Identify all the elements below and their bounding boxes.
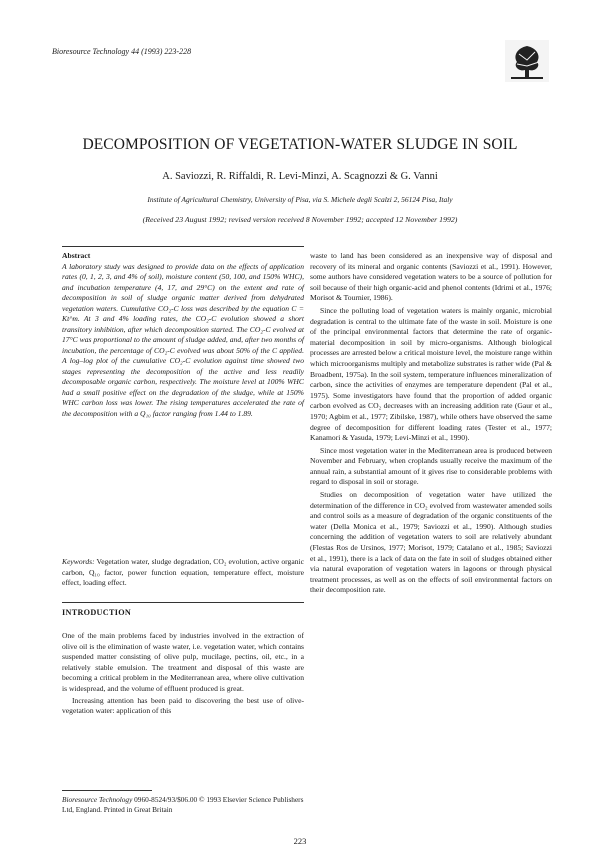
abstract-heading: Abstract (62, 251, 91, 260)
introduction-body (62, 631, 304, 717)
copyright-footer (62, 795, 304, 814)
body-paragraph: Studies on decomposition of vegetation water have utilized the determination of the difference in CO₂ evolved from wastewater amended soils and control soils as a measure of degradation of the organic constituents of the water (Della Monica et al., 1979; Saviozzi et al., 1990). Although studies concerning the addition of vegetation waters to soil are relatively abundant (Flestas Ros de Ursinos, 1977; Morisot, 1979; Catalano et al., 1985; Saviozzi et al., 1991), there is a lack of data on the fate in soil of sludges obtained either via natural evaporation of vegetation waters in lagoons or through physical treatment processes, as well as on the effects of soil environmental factors on their decomposition rate. (310, 490, 552, 595)
article-title: DECOMPOSITION OF VEGETATION-WATER SLUDGE IN SOIL (82, 136, 518, 153)
journal-reference: Bioresource Technology 44 (1993) 223-228 (52, 47, 192, 56)
introduction-heading: INTRODUCTION (62, 608, 132, 617)
footer-journal: Bioresource Technology (62, 795, 133, 804)
right-column (310, 251, 552, 596)
abstract (62, 251, 304, 419)
intro-paragraph: One of the main problems faced by industries involved in the extraction of olive oil is the elimination of waste water, i.e. vegetation water, which contains suspended matter consisting of olive pulp, mucilage, pectins, oil, etc., in a relatively stable emulsion. The treatment and disposal of this waste are becoming a critical problem in the Mediterranean area, where olive cultivation is widespread, and the volume of effluent produced is great. (62, 631, 304, 693)
abstract-text: A laboratory study was designed to provide data on the effects of application rates (0, 1, 2, 3, and 4% of soil), moisture content (50, 100, and 150% WHC), and incubation temperature (4, 17, and 29°C) on the extent and rate of decomposition in soil of sludge organic matter derived from dehydrated vegetation waters. Cumulative CO₂-C loss was described by the equation C = Kt^m. At 3 and 4% loading rates, the CO₂-C evolution showed a short transitory inhibition, after which decomposition started. The CO₂-C evolved at 17°C was proportional to the amount of sludge added, and, after two months of incubation, the percentage of CO₂-C evolved was about 50% of the C applied. A log–log plot of the cumulative CO₂-C evolution against time showed two stages representing the decomposition of the active and less readily decomposable organic carbon, respectively. The moisture level at 100% WHC had a small positive effect on the degradation of the sludge, while at 150% WHC carbon loss was lower. The rising temperatures accelerated the rate of the decomposition with a Q₁₀ factor ranging from 1.44 to 1.89. (62, 261, 304, 418)
article-authors: A. Saviozzi, R. Riffaldi, R. Levi-Minzi, A. Scagnozzi & G. Vanni (162, 171, 438, 182)
body-paragraph: Since most vegetation water in the Mediterranean area is produced between November and February, when croplands usually receive the maximum of the annual rain, a substantial amount of it gives rise to considerable problems with regard to disposal in soil or storage. (310, 445, 552, 487)
body-paragraph: Since the polluting load of vegetation waters is mainly organic, microbial degradation is central to the ultimate fate of the waste in soil. Moisture is one of the principal environmental factors that determine the rate of organic-material decomposition in soil by micro-organisms. Although biological processes are arrested below a critical moisture level, the moisture range within which microorganisms multiply and metabolize substrates is rather wide (Pal & Broadbent, 1975a). In the soil system, temperature influences mineralization of carbon, since the activities of enzymes are temperature dependent (Pal et al., 1975). Some investigators have found that the proportion of added organic carbon evolved as CO₂ decreases with an increasing addition rate (Gaur et al., 1970; Agbim et al., 1977; Zibilske, 1987), while others have observed the same degree of decomposition for different loading rates (Tester et al., 1977; Kanamori & Yasuda, 1979; Levi-Minzi et al., 1990). (310, 305, 552, 443)
keywords-text: Vegetation water, sludge degradation, CO₂ evolution, active organic carbon, Q₁₀ factor, power function equation, temperature effect, moisture effect, loading effect. (62, 557, 304, 587)
abstract-top-rule (62, 246, 304, 247)
page-number: 223 (293, 836, 307, 846)
intro-paragraph: Increasing attention has been paid to discovering the best use of olive-vegetation water: application of this (62, 695, 304, 716)
keywords-label: Keywords: (62, 557, 95, 566)
keywords (62, 557, 304, 589)
received-dates: (Received 23 August 1992; revised version received 8 November 1992; accepted 12 November 1992) (142, 215, 458, 224)
keywords-bottom-rule (62, 602, 304, 603)
tree-logo-icon (505, 40, 549, 82)
footer-rule (62, 790, 152, 791)
body-paragraph: waste to land has been considered as an inexpensive way of disposal and recovery of its mineral and organic contents (Saviozzi et al., 1991). However, some authors have considered vegetation waters to be a source of pollution for soil because of their high organic-acid and phenol contents (Idrimi et al., 1976; Morisot & Tournier, 1986). (310, 251, 552, 303)
footer-copyright: 0960-8524/93/$06.00 © 1993 Elsevier Science Publishers Ltd, England. Printed in Great Britain (62, 795, 304, 814)
author-affiliation: Institute of Agricultural Chemistry, University of Pisa, via S. Michele degli Scalzi 2, 56124 Pisa, Italy (147, 195, 453, 204)
